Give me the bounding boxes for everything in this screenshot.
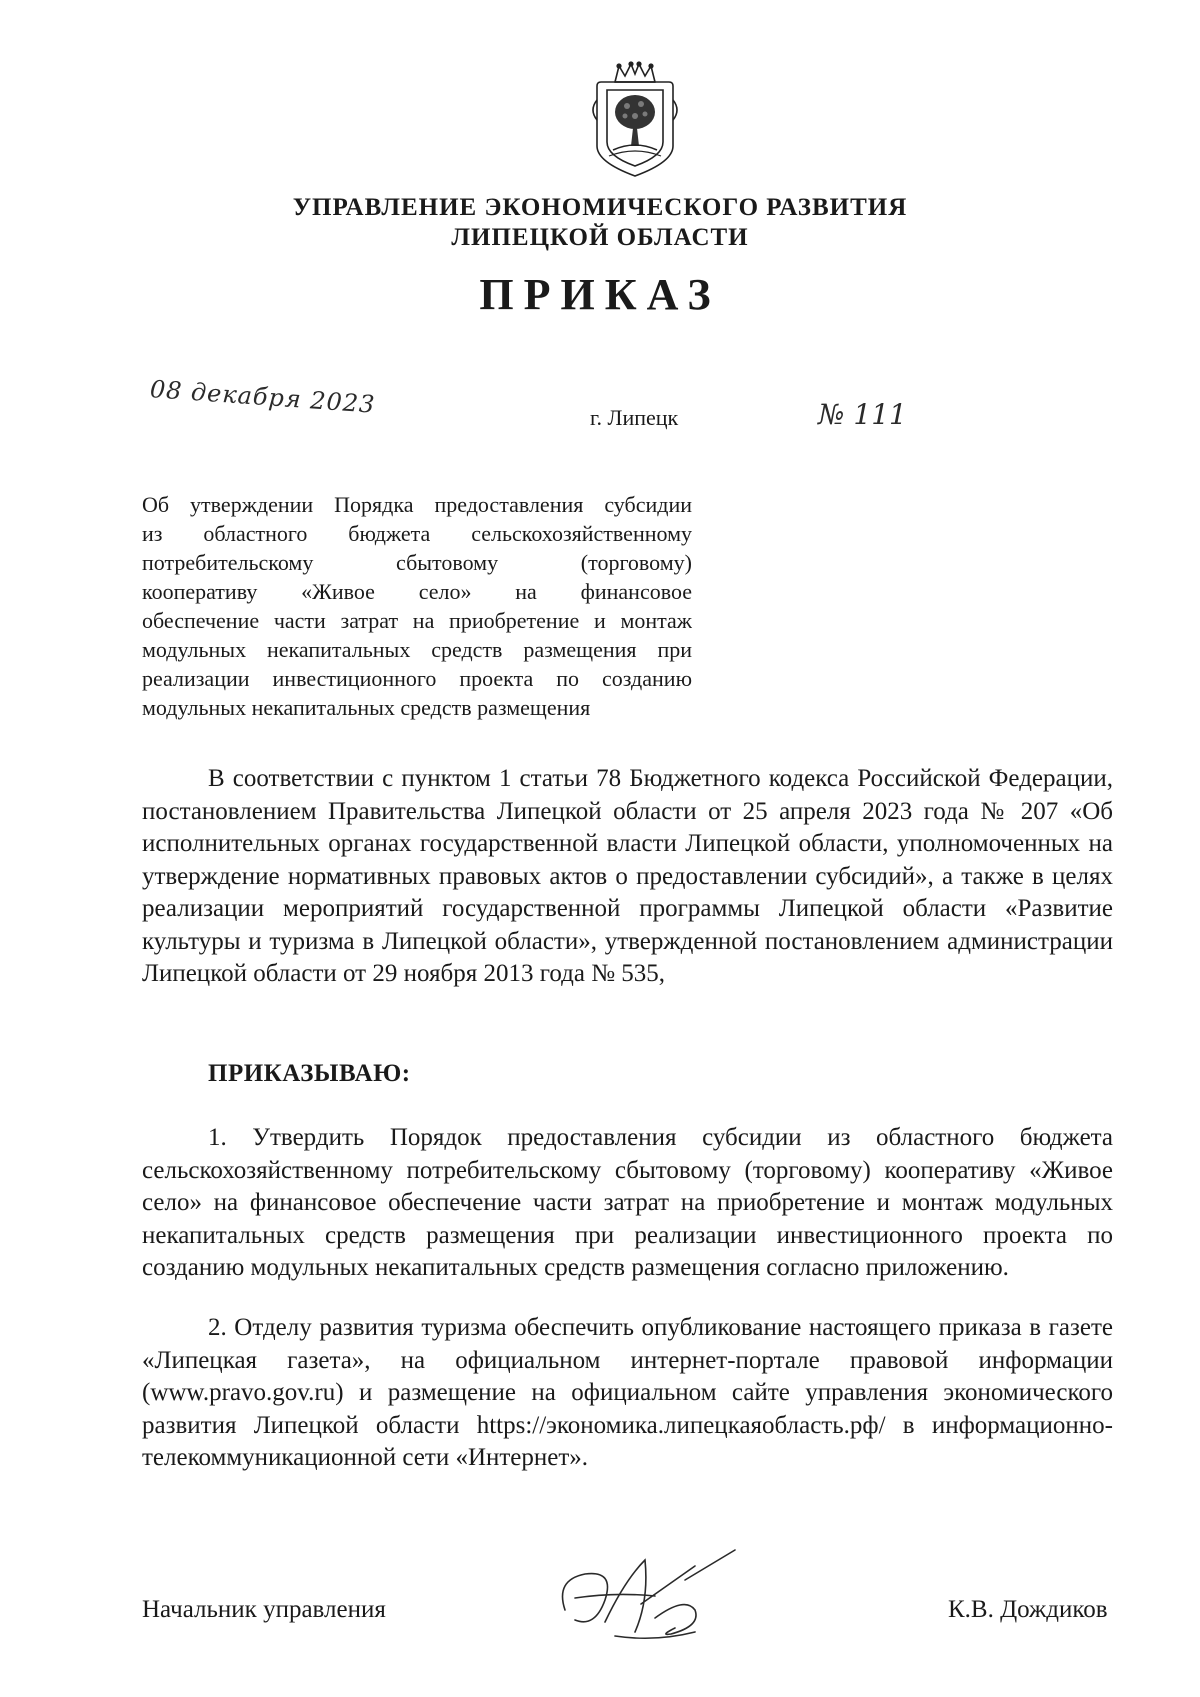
preamble-paragraph: В соответствии с пунктом 1 статьи 78 Бюджетного кодекса Российской Федерации, постановлением Правительства Липецкой области от 25 апреля 2023 года № 207 «Об исполнительных органах государственной власти Липецкой области, уполномоченных на утверждение нормативных правовых актов о предоставлении субсидий», а также в целях реализации мероприятий государственной программы Липецкой области «Развитие культуры и туризма в Липецкой области», утвержденной постановлением администрации Липецкой области от 29 ноября 2013 года № 535, (142, 765, 1113, 987)
handwritten-signature (545, 1540, 755, 1650)
subject-line: обеспечение части затрат на приобретение и монтаж (142, 608, 692, 633)
document-city: г. Липецк (590, 405, 679, 430)
signatory-title: Начальник управления (142, 1596, 386, 1623)
document-number: № 111 (818, 398, 907, 431)
document-subject (142, 490, 692, 722)
document-date: 08 декабря 2023 (149, 375, 377, 419)
order-heading: ПРИКАЗЫВАЮ: (208, 1060, 411, 1087)
signatory-name: К.В. Дождиков (948, 1596, 1108, 1623)
document-type: ПРИКАЗ (479, 270, 721, 319)
subject-line: модульных некапитальных средств размещения при (142, 637, 692, 662)
subject-line: реализации инвестиционного проекта по созданию (142, 666, 692, 691)
coat-of-arms-icon (585, 60, 685, 185)
subject-line: из областного бюджета сельскохозяйственному (142, 521, 692, 546)
subject-line: Об утверждении Порядка предоставления субсидии (142, 492, 692, 517)
subject-line: кооперативу «Живое село» на финансовое (142, 579, 692, 604)
subject-line: модульных некапитальных средств размещения (142, 695, 591, 720)
organization-name: УПРАВЛЕНИЕ ЭКОНОМИЧЕСКОГО РАЗВИТИЯ (292, 194, 908, 221)
order-item-1: 1. Утвердить Порядок предоставления субсидии из областного бюджета сельскохозяйственному потребительскому сбытовому (торговому) кооперативу «Живое село» на финансовое обеспечение части затрат на приобретение и монтаж модульных некапитальных средств размещения при реализации инвестиционного проекта по созданию модульных некапитальных средств размещения согласно приложению. (142, 1124, 1113, 1281)
subject-line: потребительскому сбытовому (торговому) (142, 550, 692, 575)
organization-region: ЛИПЕЦКОЙ ОБЛАСТИ (451, 224, 749, 251)
order-item-2: 2. Отделу развития туризма обеспечить опубликование настоящего приказа в газете «Липецкая газета», на официальном интернет-портале правовой информации (www.pravo.gov.ru) и размещение на официальном сайте управления экономического развития Липецкой области https://экономика.липецкаяобласть.рф/ в информационно-телекоммуникационной сети «Интернет». (142, 1314, 1113, 1471)
